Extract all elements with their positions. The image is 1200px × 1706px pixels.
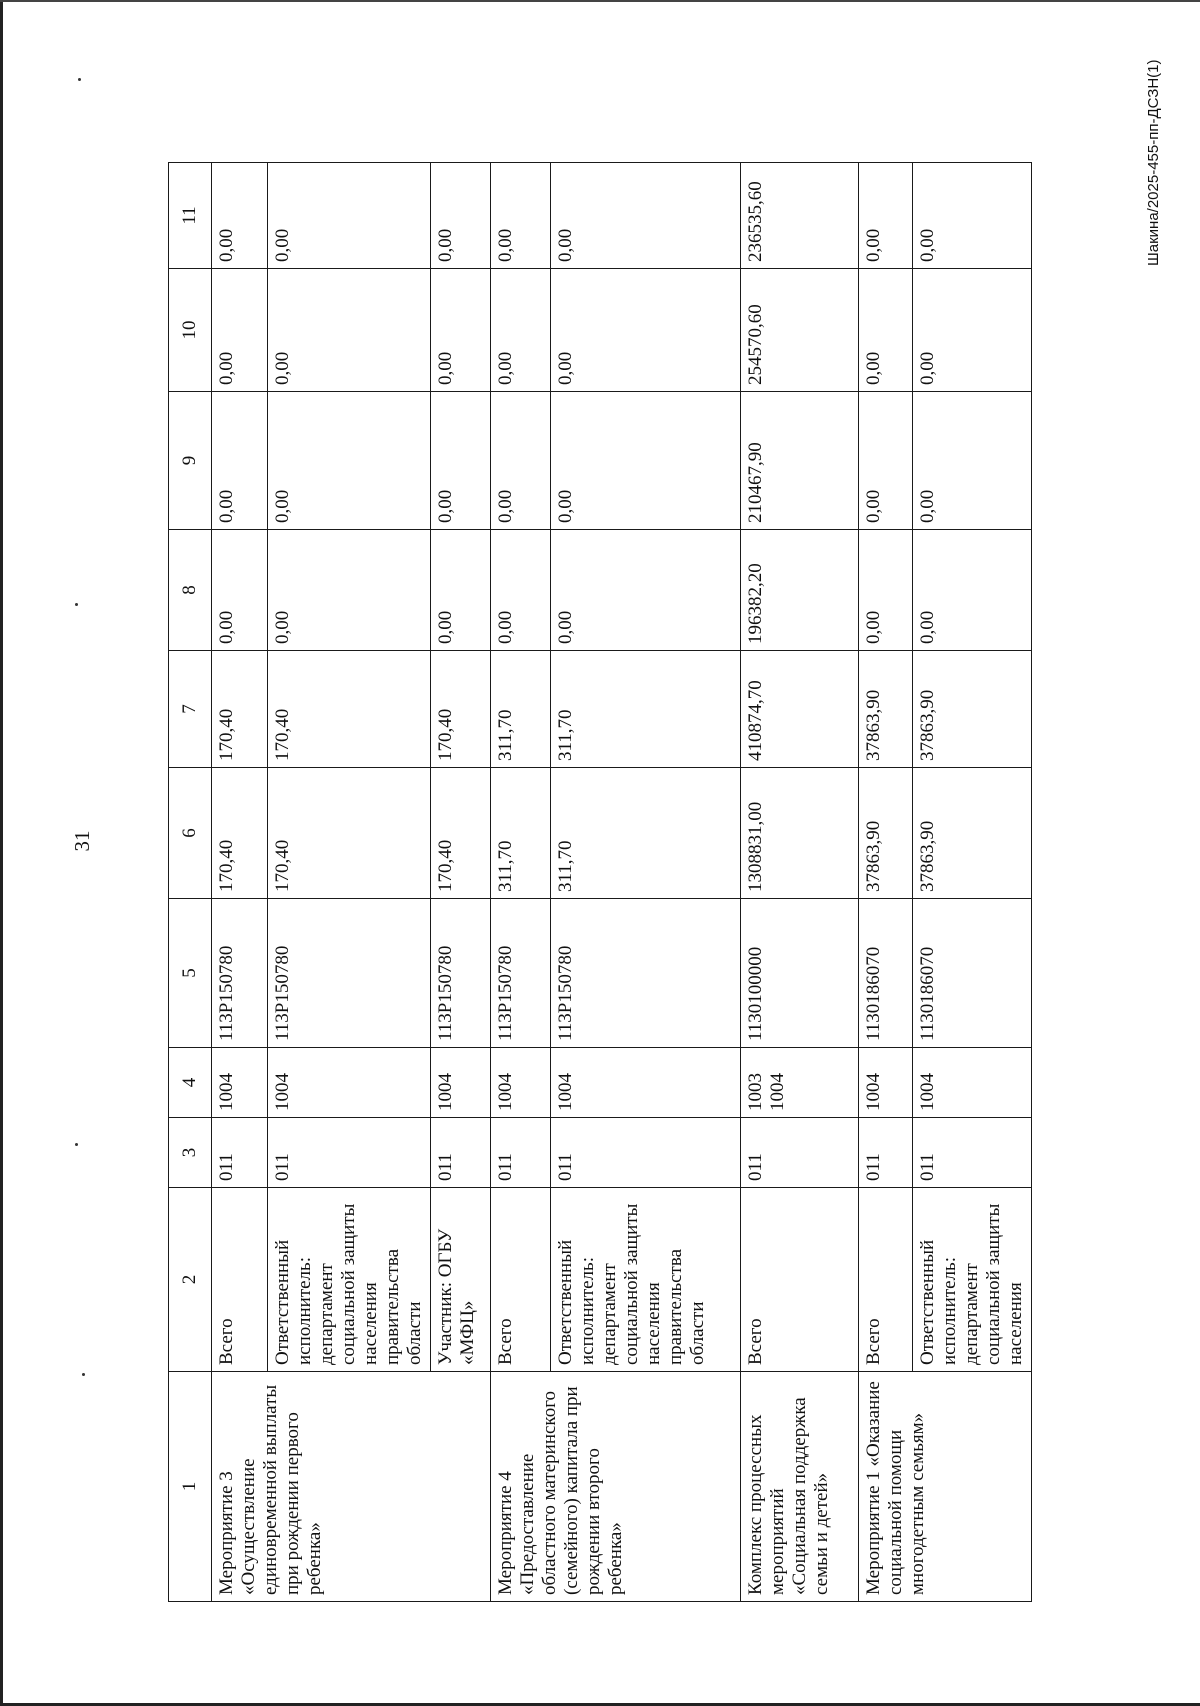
value-cell-c8: 196382,20 [741,530,859,651]
column-header-6: 6 [169,768,212,899]
column-header-2: 2 [169,1188,212,1372]
column-header-3: 3 [169,1118,212,1188]
value-cell-c7: 37863,90 [913,651,1032,768]
value-cell-c10: 0,00 [212,269,268,392]
value-cell-c3: 011 [741,1118,859,1188]
value-cell-c6: 311,70 [551,768,741,899]
value-cell-c5: 1130186070 [859,899,913,1048]
row-label-cell: Ответственный исполнитель: департамент социальной защиты населения правительства области [268,1188,431,1372]
value-cell-c6: 37863,90 [913,768,1032,899]
table-row [741,163,859,1602]
column-header-5: 5 [169,899,212,1048]
table-row [212,163,268,1602]
value-cell-c8: 0,00 [551,530,741,651]
value-cell-c8: 0,00 [913,530,1032,651]
value-cell-c7: 311,70 [491,651,551,768]
value-cell-c9: 0,00 [268,392,431,530]
value-cell-c8: 0,00 [268,530,431,651]
value-cell-c7: 170,40 [431,651,491,768]
value-cell-c3: 011 [913,1118,1032,1188]
row-label-cell: Всего [491,1188,551,1372]
scan-speck [82,1373,85,1376]
value-cell-c5: 113Р150780 [551,899,741,1048]
column-header-4: 4 [169,1048,212,1118]
value-cell-c4: 1004 [491,1048,551,1118]
value-cell-c10: 0,00 [491,269,551,392]
value-cell-c3: 011 [859,1118,913,1188]
value-cell-c4: 1004 [212,1048,268,1118]
value-cell-c8: 0,00 [491,530,551,651]
value-cell-c6: 170,40 [212,768,268,899]
value-cell-c11: 0,00 [431,163,491,269]
page-number: 31 [70,830,94,852]
value-cell-c5: 113Р150780 [491,899,551,1048]
row-label-cell: Всего [212,1188,268,1372]
value-cell-c6: 170,40 [431,768,491,899]
column-header-1: 1 [169,1372,212,1602]
value-cell-c5: 113Р150780 [431,899,491,1048]
value-cell-c7: 170,40 [212,651,268,768]
value-cell-c10: 0,00 [268,269,431,392]
value-cell-c11: 0,00 [913,163,1032,269]
value-cell-c10: 0,00 [913,269,1032,392]
row-label-cell: Ответственный исполнитель: департамент социальной защиты населения правительства области [551,1188,741,1372]
column-header-9: 9 [169,392,212,530]
value-cell-c7: 37863,90 [859,651,913,768]
value-cell-c7: 311,70 [551,651,741,768]
scan-speck [75,603,78,606]
table-row [859,163,913,1602]
activity-name-cell: Мероприятие 1 «Оказание социальной помощи многодетным семьям» [859,1372,1032,1602]
value-cell-c5: 1130100000 [741,899,859,1048]
value-cell-c5: 113Р150780 [268,899,431,1048]
value-cell-c10: 0,00 [431,269,491,392]
value-cell-c11: 0,00 [491,163,551,269]
value-cell-c9: 0,00 [859,392,913,530]
value-cell-c9: 0,00 [551,392,741,530]
value-cell-c4: 1004 [859,1048,913,1118]
value-cell-c6: 170,40 [268,768,431,899]
column-header-7: 7 [169,651,212,768]
activity-name-cell: Комплекс процессных мероприятий «Социальная поддержка семьи и детей» [741,1372,859,1602]
value-cell-c8: 0,00 [212,530,268,651]
value-cell-c9: 0,00 [212,392,268,530]
value-cell-c7: 410874,70 [741,651,859,768]
row-label-cell: Всего [859,1188,913,1372]
scan-speck [75,1143,78,1146]
value-cell-c4: 1004 [913,1048,1032,1118]
value-cell-c4: 1004 [268,1048,431,1118]
scan-speck [78,78,81,81]
value-cell-c11: 0,00 [859,163,913,269]
column-header-10: 10 [169,269,212,392]
value-cell-c8: 0,00 [431,530,491,651]
activity-name-cell: Мероприятие 4 «Предоставление областного материнского (семейного) капитала при рождении второго ребенка» [491,1372,741,1602]
budget-table [168,162,1032,1602]
value-cell-c3: 011 [551,1118,741,1188]
value-cell-c5: 113Р150780 [212,899,268,1048]
value-cell-c11: 0,00 [551,163,741,269]
value-cell-c9: 0,00 [913,392,1032,530]
value-cell-c9: 0,00 [431,392,491,530]
table-row [491,163,551,1602]
value-cell-c9: 210467,90 [741,392,859,530]
header-row [169,163,212,1602]
value-cell-c10: 254570,60 [741,269,859,392]
value-cell-c11: 236535,60 [741,163,859,269]
row-label-cell: Ответственный исполнитель: департамент социальной защиты населения [913,1188,1032,1372]
value-cell-c6: 311,70 [491,768,551,899]
column-header-11: 11 [169,163,212,269]
value-cell-c3: 011 [431,1118,491,1188]
value-cell-c11: 0,00 [268,163,431,269]
document-code: Шакина/2025-455-пп-ДСЗН(1) [1145,59,1162,266]
value-cell-c5: 1130186070 [913,899,1032,1048]
value-cell-c7: 170,40 [268,651,431,768]
value-cell-c3: 011 [491,1118,551,1188]
column-header-8: 8 [169,530,212,651]
activity-name-cell: Мероприятие 3 «Осуществление единовременной выплаты при рождении первого ребенка» [212,1372,491,1602]
row-label-cell: Участник: ОГБУ «МФЦ» [431,1188,491,1372]
table-body [169,163,1032,1602]
value-cell-c6: 37863,90 [859,768,913,899]
value-cell-c10: 0,00 [551,269,741,392]
value-cell-c8: 0,00 [859,530,913,651]
value-cell-c6: 1308831,00 [741,768,859,899]
row-label-cell: Всего [741,1188,859,1372]
value-cell-c3: 011 [212,1118,268,1188]
value-cell-c3: 011 [268,1118,431,1188]
value-cell-c9: 0,00 [491,392,551,530]
value-cell-c4: 1003 1004 [741,1048,859,1118]
value-cell-c10: 0,00 [859,269,913,392]
value-cell-c4: 1004 [431,1048,491,1118]
value-cell-c4: 1004 [551,1048,741,1118]
value-cell-c11: 0,00 [212,163,268,269]
